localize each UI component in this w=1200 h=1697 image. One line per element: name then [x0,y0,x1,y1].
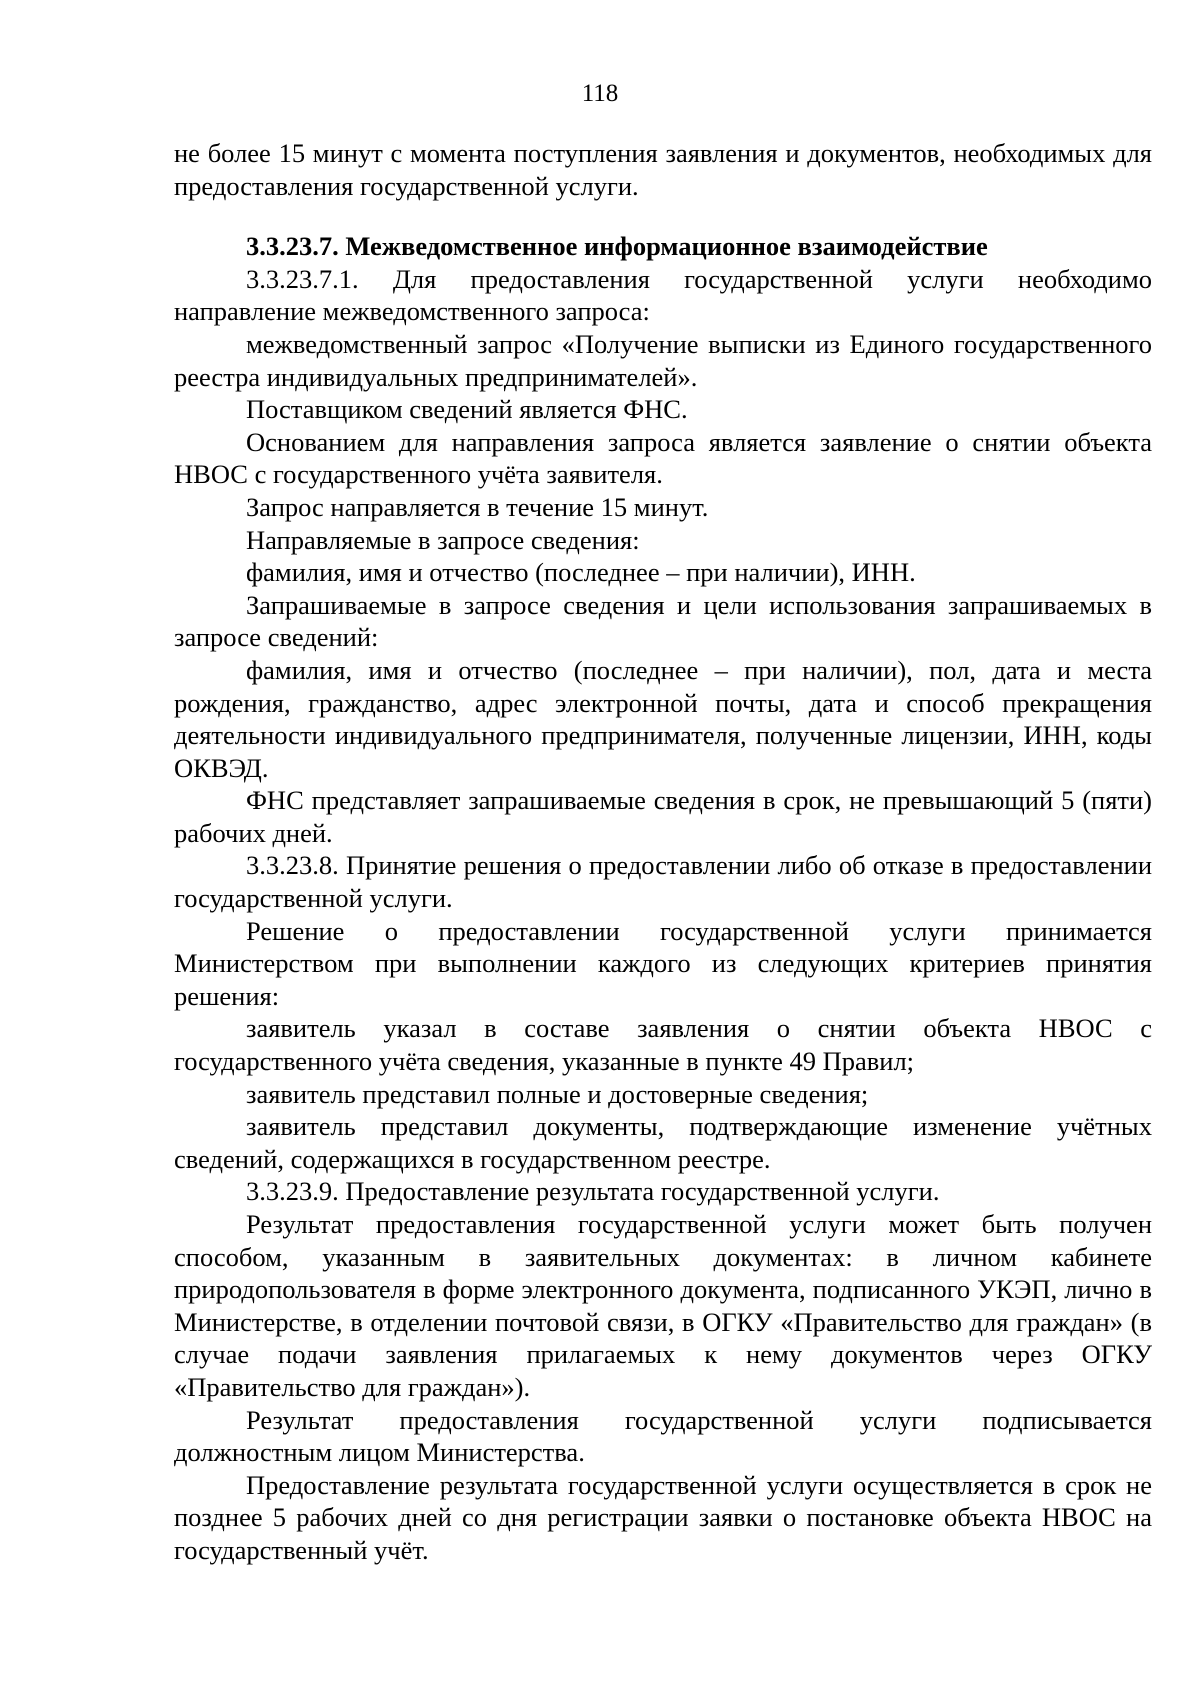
paragraph: Направляемые в запросе сведения: [246,524,640,555]
document-body [174,137,1152,1567]
paragraph: заявитель представил документы, подтверждающие изменение учётных сведений, содержащихся в государственном реестре. [174,1111,1152,1174]
paragraph: Результат предоставления государственной услуги подписывается должностным лицом Министерства. [174,1404,1152,1468]
page-number: 118 [581,80,619,107]
paragraph: межведомственный запрос «Получение выписки из Единого государственного реестра индивидуальных предпринимателей». [174,328,1152,392]
paragraph: заявитель указал в составе заявления о снятии объекта НВОС с государственного учёта сведения, указанные в пункте 49 Правил; [174,1013,1152,1077]
paragraph: Решение о предоставлении государственной услуги принимается Министерством при выполнении каждого из следующих критериев принятия решения: [174,915,1152,1011]
paragraph: Поставщиком сведений является ФНС. [246,394,688,425]
paragraph: фамилия, имя и отчество (последнее – при наличии), ИНН. [246,557,916,588]
paragraph: Запрос направляется в течение 15 минут. [246,491,709,522]
paragraph: 3.3.23.8. Принятие решения о предоставлении либо об отказе в предоставлении государственной услуги. [174,850,1152,914]
paragraph: Запрашиваемые в запросе сведения и цели использования запрашиваемых в запросе сведений: [174,589,1152,653]
paragraph: Результат предоставления государственной услуги может быть получен способом, указанным в заявительных документах: в личном кабинете природопользователя в форме электронного документа, подписанного УКЭП, лично в Министерстве, в отделении почтовой связи, в ОГКУ «Правительство для граждан» (в случае подачи заявления прилагаемых к нему документов через ОГКУ «Правительство для граждан»). [174,1209,1152,1402]
paragraph: Основанием для направления запроса является заявление о снятии объекта НВОС с государственного учёта заявителя. [174,426,1152,490]
paragraph: 3.3.23.9. Предоставление результата государственной услуги. [246,1176,940,1207]
paragraph: фамилия, имя и отчество (последнее – при наличии), пол, дата и места рождения, гражданство, адрес электронной почты, дата и способ прекращения деятельности индивидуального предпринимателя, полученные лицензии, ИНН, коды ОКВЭД. [174,654,1152,783]
paragraph-continuation: не более 15 минут с момента поступления заявления и документов, необходимых для предоставления государственной услуги. [174,138,1152,201]
paragraph: ФНС представляет запрашиваемые сведения в срок, не превышающий 5 (пяти) рабочих дней. [174,785,1152,848]
paragraph: 3.3.23.7.1. Для предоставления государственной услуги необходимо направление межведомственного запроса: [174,263,1152,327]
paragraph: заявитель представил полные и достоверные сведения; [246,1078,869,1109]
paragraph: Предоставление результата государственной услуги осуществляется в срок не позднее 5 рабочих дней со дня регистрации заявки о постановке объекта НВОС на государственный учёт. [174,1469,1152,1565]
section-heading: 3.3.23.7. Межведомственное информационное взаимодействие [246,231,988,262]
